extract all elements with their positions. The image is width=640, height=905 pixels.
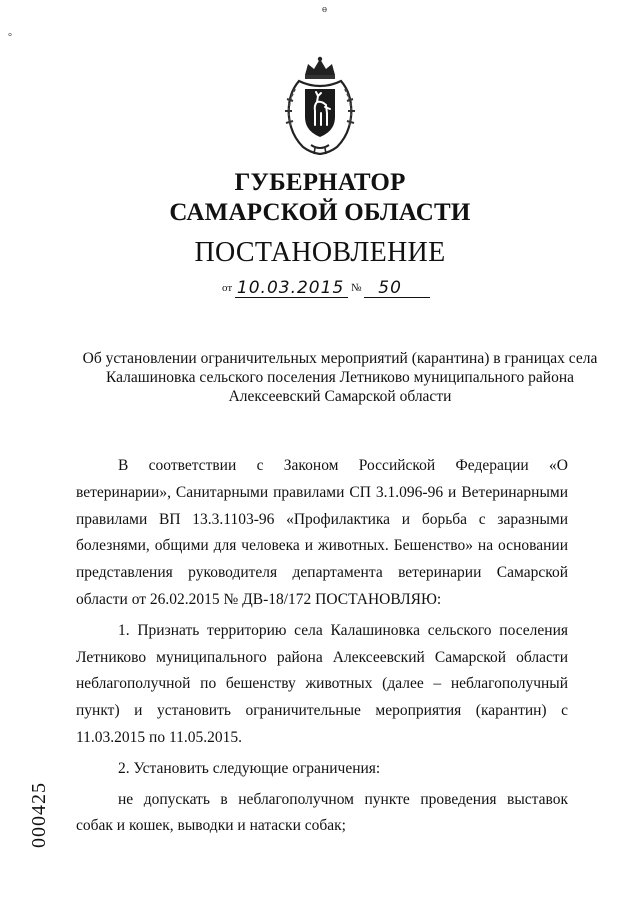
- document-type-heading: ПОСТАНОВЛЕНИЕ: [194, 237, 446, 268]
- body-paragraph-1: В соответствии с Законом Российской Федерации «О ветеринарии», Санитарными правилами СП 3.1.096-96 и Ветеринарными правилами ВП 13.3.1103-96 «Профилактика и борьба с заразными болезнями, общими для человека и животных. Бешенство» на основании представления руководителя департамента ветеринарии Самарской области от 26.02.2015 № ДВ-18/172 ПОСТАНОВЛЯЮ:: [76, 457, 568, 608]
- date-value: 10.03.2015: [235, 280, 348, 298]
- number-value: 50: [364, 280, 430, 298]
- body-paragraph-3: 2. Установить следующие ограничения:: [118, 759, 381, 777]
- document-title: Об установлении ограничительных мероприятий (карантина) в границах села Калашиновка сельского поселения Летниково муниципального района Алексеевский Самарской области: [82, 350, 598, 405]
- corner-mark-left: °: [8, 32, 12, 43]
- corner-mark-top: ɵ: [322, 4, 327, 15]
- body-paragraph-4: не допускать в неблагополучном пункте проведения выставок собак и кошек, выводки и натаски собак;: [76, 790, 568, 835]
- body-paragraph-2: 1. Признать территорию села Калашиновка сельского поселения Летниково муниципального района Алексеевский Самарской области неблагополучной по бешенству животных (далее – неблагополучный пункт) и установить ограничительные мероприятия (карантин) с 11.03.2015 по 11.05.2015.: [76, 621, 568, 746]
- date-prefix: от: [222, 282, 233, 294]
- number-prefix: №: [351, 282, 362, 294]
- date-number-line: [222, 280, 430, 298]
- document-body: [76, 453, 568, 844]
- authority-name-line2: САМАРСКОЙ ОБЛАСТИ: [169, 199, 471, 226]
- coat-of-arms-emblem: [281, 55, 359, 155]
- page-side-number: 000425: [28, 782, 50, 848]
- authority-name-line1: ГУБЕРНАТОР: [234, 169, 406, 196]
